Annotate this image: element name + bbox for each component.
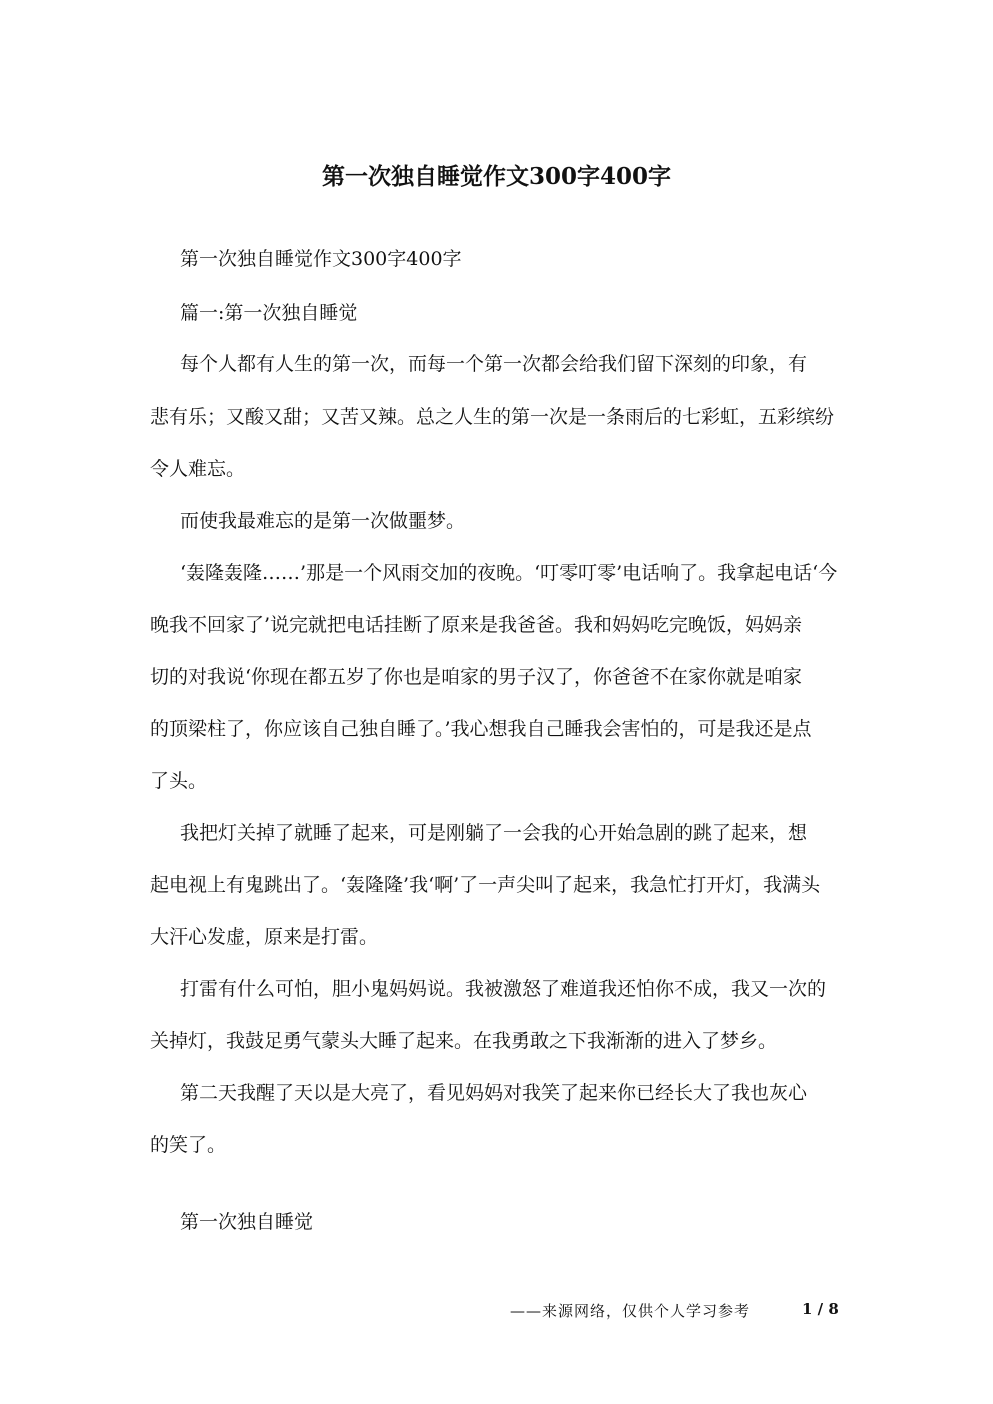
paragraph-1-line: 悲有乐；又酸又甜；又苦又辣。总之人生的第一次是一条雨后的七彩虹，五彩缤纷	[150, 406, 835, 428]
paragraph-4-line: 我把灯关掉了就睡了起来，可是刚躺了一会我的心开始急剧的跳了起来，想	[180, 822, 808, 844]
paragraph-5-line: 打雷有什么可怕，胆小鬼妈妈说。我被激怒了难道我还怕你不成，我又一次的	[180, 978, 827, 1000]
paragraph-4-line: 大汗心发虚，原来是打雷。	[150, 926, 379, 948]
subtitle-line: 第一次独自睡觉作文300字400字	[180, 248, 462, 270]
paragraph-5-line: 关掉灯，我鼓足勇气蒙头大睡了起来。在我勇敢之下我渐渐的进入了梦乡。	[150, 1030, 778, 1052]
paragraph-3-line: ‘轰隆轰隆……’那是一个风雨交加的夜晚。‘叮零叮零’电话响了。我拿起电话‘今	[180, 562, 838, 584]
paragraph-3-line: 的顶梁柱了，你应该自己独自睡了。’我心想我自己睡我会害怕的，可是我还是点	[150, 718, 812, 740]
document-title: 第一次独自睡觉作文300字400字	[321, 163, 672, 190]
paragraph-1-line: 每个人都有人生的第一次，而每一个第一次都会给我们留下深刻的印象，有	[180, 353, 808, 375]
footer-page-number: 1 / 8	[802, 1300, 839, 1318]
paragraph-3-line: 晚我不回家了’说完就把电话挂断了原来是我爸爸。我和妈妈吃完晚饭，妈妈亲	[150, 614, 803, 636]
paragraph-3-line: 切的对我说‘你现在都五岁了你也是咱家的男子汉了，你爸爸不在家你就是咱家	[150, 666, 803, 688]
next-section-heading: 第一次独自睡觉	[180, 1211, 314, 1233]
paragraph-1-line: 令人难忘。	[150, 458, 246, 480]
paragraph-6-line: 的笑了。	[150, 1134, 227, 1156]
section-heading: 篇一:第一次独自睡觉	[180, 302, 358, 324]
paragraph-3-line: 了头。	[150, 770, 208, 792]
paragraph-6-line: 第二天我醒了天以是大亮了，看见妈妈对我笑了起来你已经长大了我也灰心	[180, 1082, 808, 1104]
paragraph-4-line: 起电视上有鬼跳出了。‘轰隆隆’我‘啊’了一声尖叫了起来，我急忙打开灯，我满头	[150, 874, 821, 896]
paragraph-2-line: 而使我最难忘的是第一次做噩梦。	[180, 510, 466, 532]
footer-source-note: ——来源网络，仅供个人学习参考	[510, 1302, 751, 1320]
